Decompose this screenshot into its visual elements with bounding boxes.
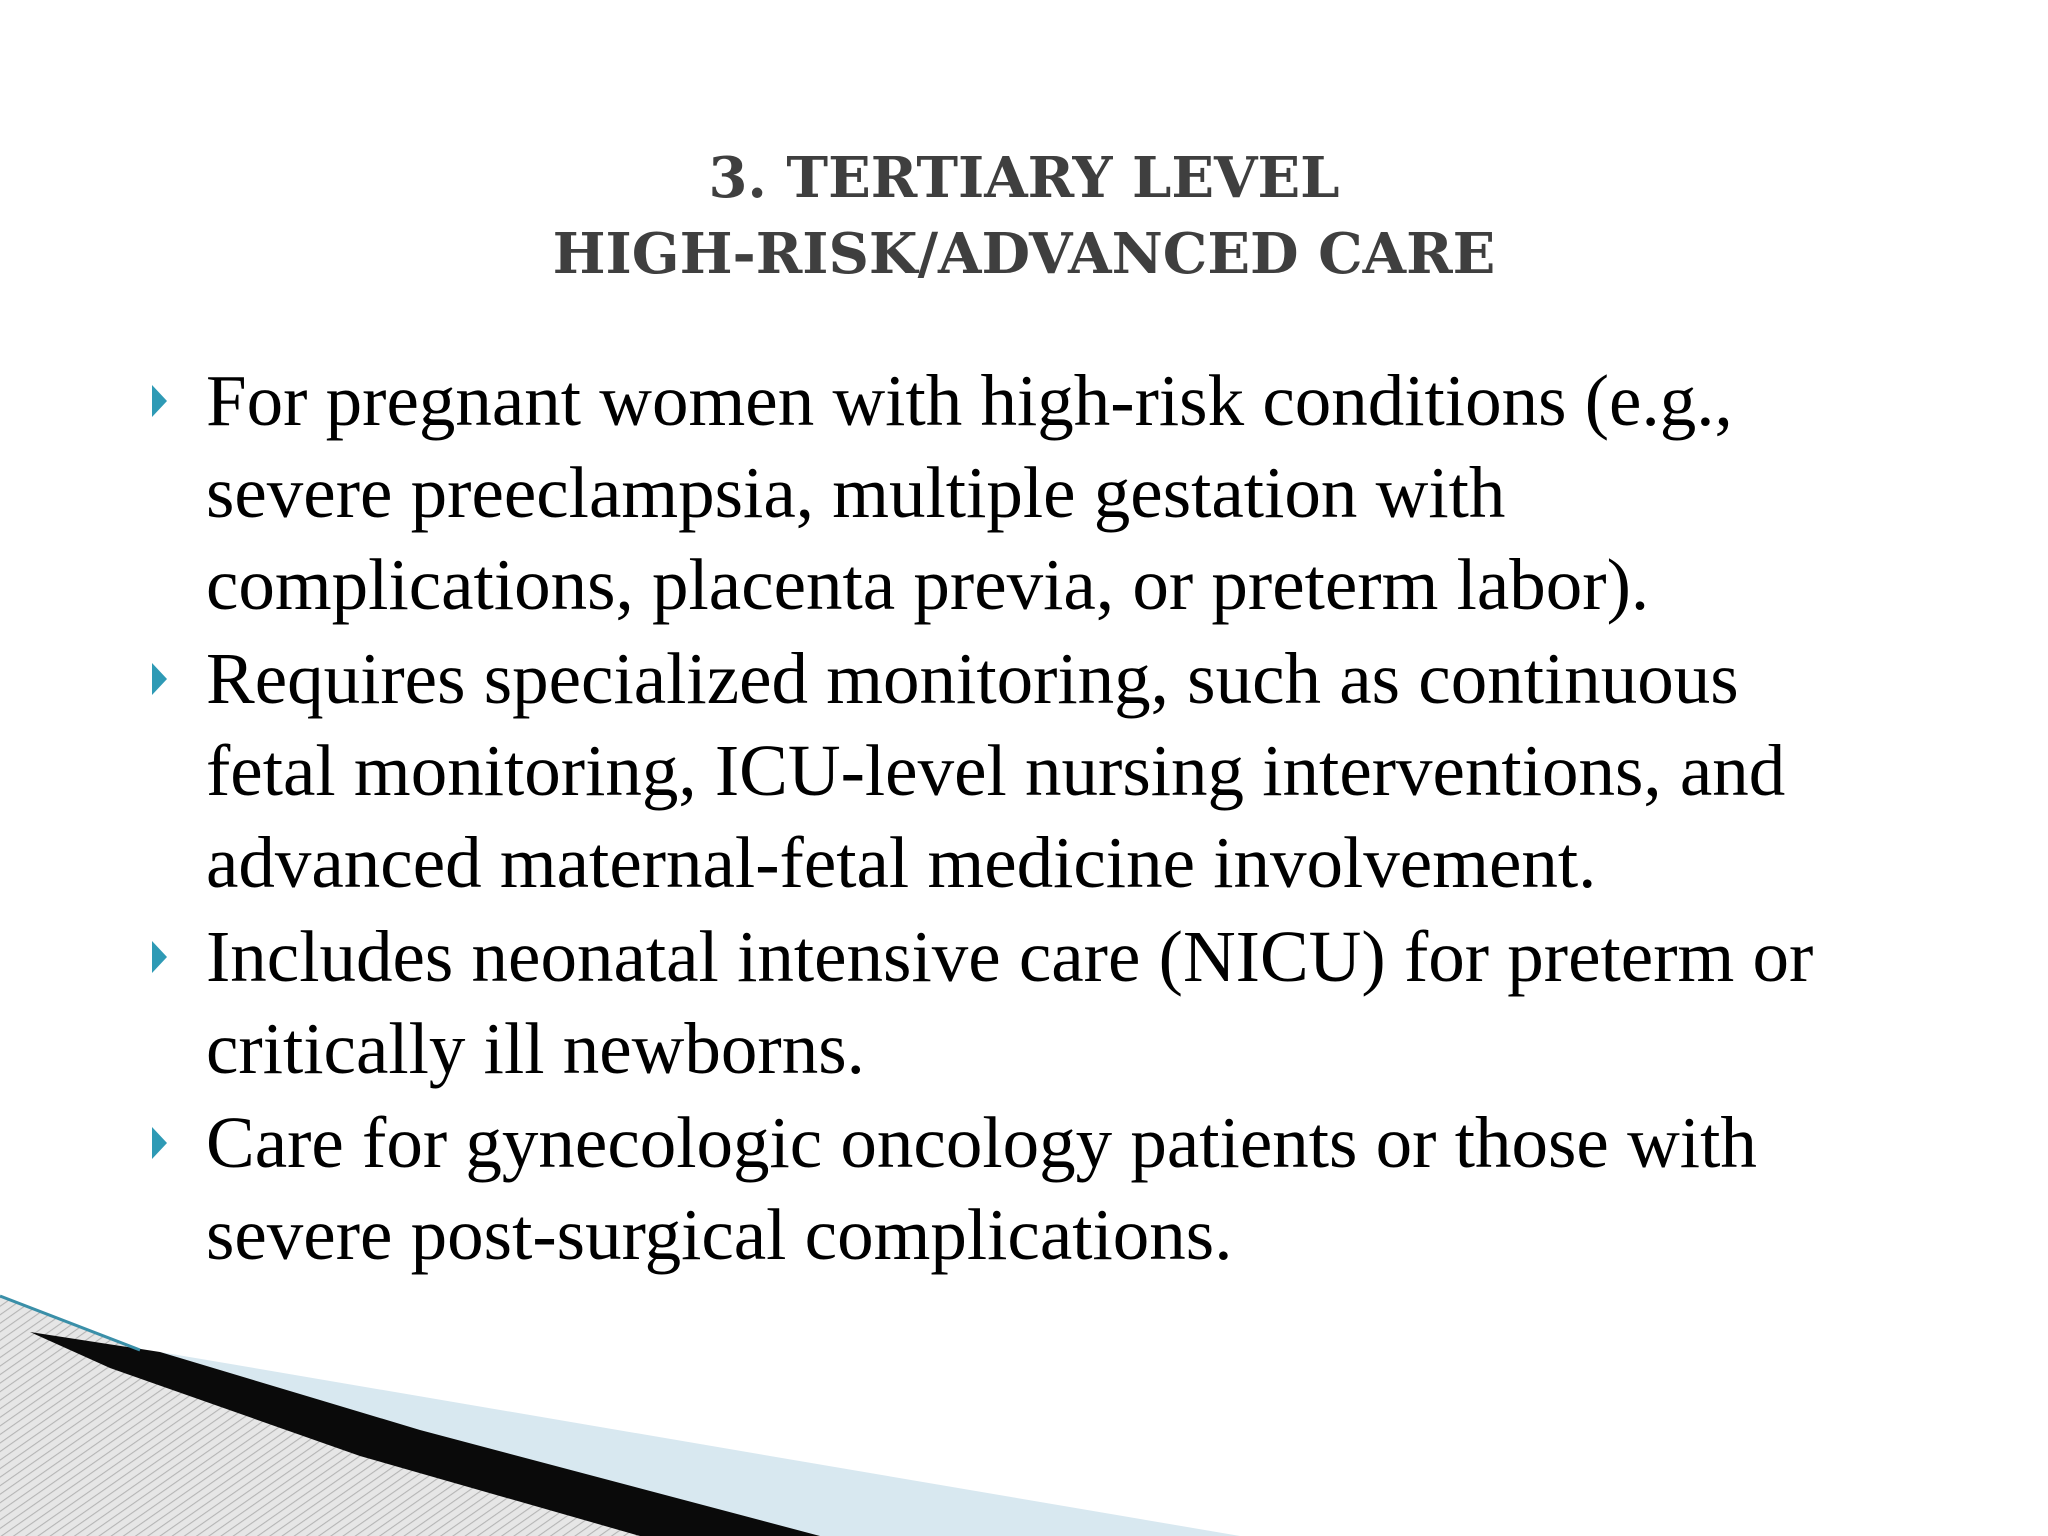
bullet-line: critically ill newborns.: [206, 1008, 865, 1089]
bullet-list: [148, 355, 1968, 1283]
title-line-2: HIGH-RISK/ADVANCED CARE: [552, 221, 1496, 287]
triangle-bullet-icon: [152, 941, 167, 973]
slide-title: [0, 140, 2048, 292]
title-line-1: 3. TERTIARY LEVEL: [708, 145, 1340, 211]
bullet-line: severe preeclampsia, multiple gestation with: [206, 452, 1506, 533]
bullet-line: Care for gynecologic oncology patients or those with: [206, 1102, 1757, 1183]
bottom-decoration: [0, 1280, 2048, 1536]
bullet-line: Includes neonatal intensive care (NICU) for preterm or: [206, 916, 1814, 997]
bullet-line: complications, placenta previa, or preterm labor).: [206, 544, 1650, 625]
triangle-bullet-icon: [152, 385, 167, 417]
bullet-line: severe post-surgical complications.: [206, 1194, 1233, 1275]
bullet-line: advanced maternal-fetal medicine involvement.: [206, 822, 1597, 903]
bullet-item: [148, 355, 1968, 631]
bullet-line: fetal monitoring, ICU-level nursing interventions, and: [206, 730, 1786, 811]
triangle-bullet-icon: [152, 663, 167, 695]
bullet-item: [148, 1097, 1968, 1281]
bullet-item: [148, 633, 1968, 909]
bullet-item: [148, 911, 1968, 1095]
bullet-line: For pregnant women with high-risk conditions (e.g.,: [206, 360, 1733, 441]
triangle-bullet-icon: [152, 1127, 167, 1159]
bullet-line: Requires specialized monitoring, such as continuous: [206, 638, 1739, 719]
